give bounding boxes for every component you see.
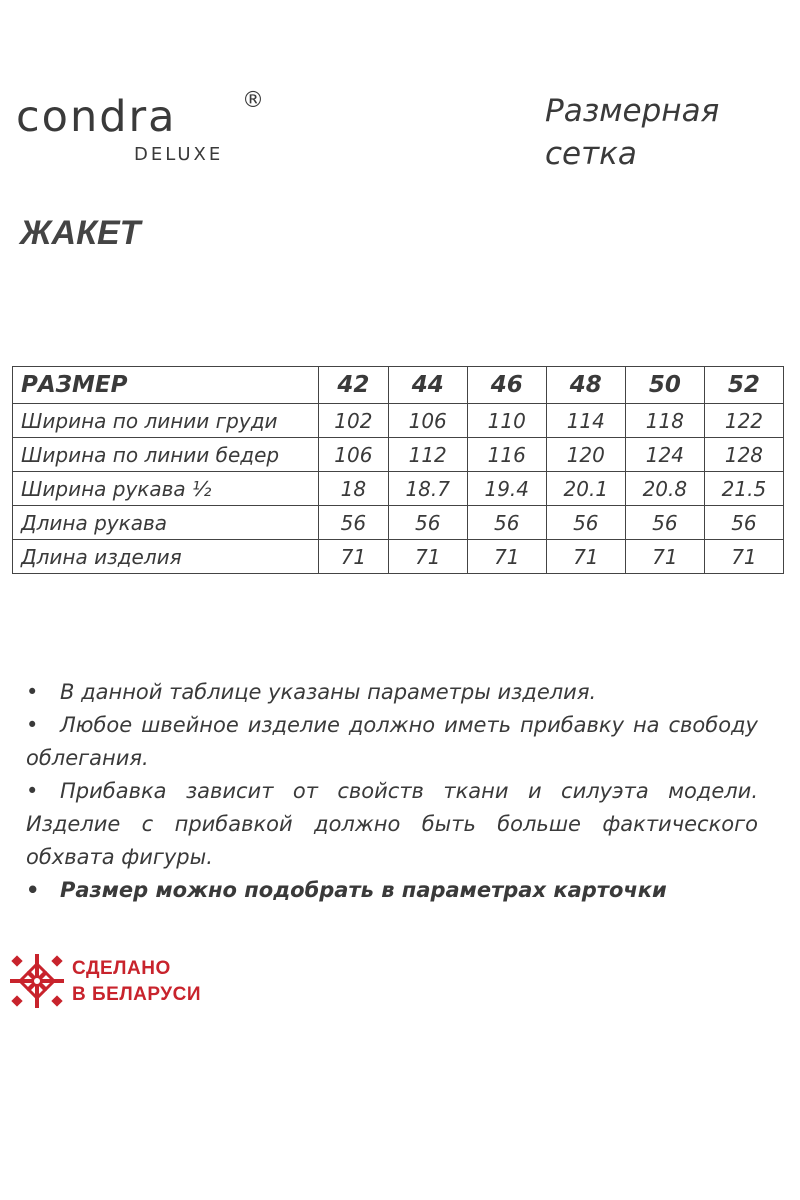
list-item: [26, 676, 758, 709]
table-cell: 102: [319, 404, 389, 438]
size-header-row: [13, 367, 784, 404]
bullet: •: [26, 878, 40, 902]
table-cell: 116: [467, 438, 546, 472]
made-in-line1: СДЕЛАНО: [72, 958, 171, 979]
size-header-cell: 48: [546, 367, 625, 404]
table-cell: 110: [467, 404, 546, 438]
table-cell: 118: [625, 404, 704, 438]
row-label: Ширина по линии груди: [13, 404, 319, 438]
row-label: Ширина по линии бедер: [13, 438, 319, 472]
page-heading-line2: сетка: [545, 136, 637, 172]
table-cell: 56: [546, 506, 625, 540]
page-heading-line1: Размерная: [545, 93, 720, 129]
brand-name: condra: [16, 92, 177, 142]
bullet: •: [26, 779, 39, 803]
note-text: Прибавка зависит от свойств ткани и силуэта модели. Изделие с прибавкой должно быть больше фактического обхвата фигуры.: [26, 779, 758, 869]
table-cell: 20.8: [625, 472, 704, 506]
table-cell: 124: [625, 438, 704, 472]
row-label: Ширина рукава ½: [13, 472, 319, 506]
table-cell: 56: [467, 506, 546, 540]
table-row: [13, 540, 784, 574]
table-cell: 71: [319, 540, 389, 574]
notes-list: [26, 676, 758, 907]
size-header-cell: 44: [388, 367, 467, 404]
size-table: [12, 366, 784, 574]
table-cell: 106: [388, 404, 467, 438]
bullet: •: [26, 680, 39, 704]
table-cell: 56: [704, 506, 783, 540]
note-text: Любое швейное изделие должно иметь прибавку на свободу облегания.: [26, 713, 758, 770]
made-in-line2: В БЕЛАРУСИ: [72, 984, 202, 1005]
note-text: Размер можно подобрать в параметрах карточки: [60, 878, 667, 902]
list-item: [26, 874, 758, 907]
size-header-cell: 50: [625, 367, 704, 404]
row-label: Длина рукава: [13, 506, 319, 540]
table-row: [13, 472, 784, 506]
made-in-text: [72, 956, 201, 1008]
table-cell: 18: [319, 472, 389, 506]
belarus-ornament-icon: [8, 952, 66, 1010]
size-header-label: РАЗМЕР: [13, 367, 319, 404]
brand-logo: [16, 88, 266, 166]
table-cell: 112: [388, 438, 467, 472]
table-cell: 71: [625, 540, 704, 574]
table-cell: 128: [704, 438, 783, 472]
size-header-cell: 46: [467, 367, 546, 404]
table-row: [13, 506, 784, 540]
size-header-cell: 42: [319, 367, 389, 404]
table-cell: 120: [546, 438, 625, 472]
bullet: •: [26, 713, 39, 737]
table-cell: 21.5: [704, 472, 783, 506]
registered-mark: ®: [242, 88, 264, 113]
table-cell: 71: [704, 540, 783, 574]
table-row: [13, 438, 784, 472]
made-in-badge: [8, 952, 208, 1012]
table-cell: 56: [388, 506, 467, 540]
table-cell: 18.7: [388, 472, 467, 506]
list-item: [26, 775, 758, 874]
row-label: Длина изделия: [13, 540, 319, 574]
table-row: [13, 404, 784, 438]
table-cell: 71: [467, 540, 546, 574]
table-cell: 114: [546, 404, 625, 438]
brand-subline: DELUXE: [134, 144, 224, 165]
table-cell: 56: [625, 506, 704, 540]
page-heading: [545, 90, 775, 176]
product-title: ЖАКЕТ: [20, 214, 141, 252]
table-cell: 56: [319, 506, 389, 540]
table-cell: 106: [319, 438, 389, 472]
table-cell: 71: [546, 540, 625, 574]
table-cell: 19.4: [467, 472, 546, 506]
table-cell: 122: [704, 404, 783, 438]
table-cell: 20.1: [546, 472, 625, 506]
table-cell: 71: [388, 540, 467, 574]
note-text: В данной таблице указаны параметры изделия.: [60, 680, 597, 704]
list-item: [26, 709, 758, 775]
size-header-cell: 52: [704, 367, 783, 404]
